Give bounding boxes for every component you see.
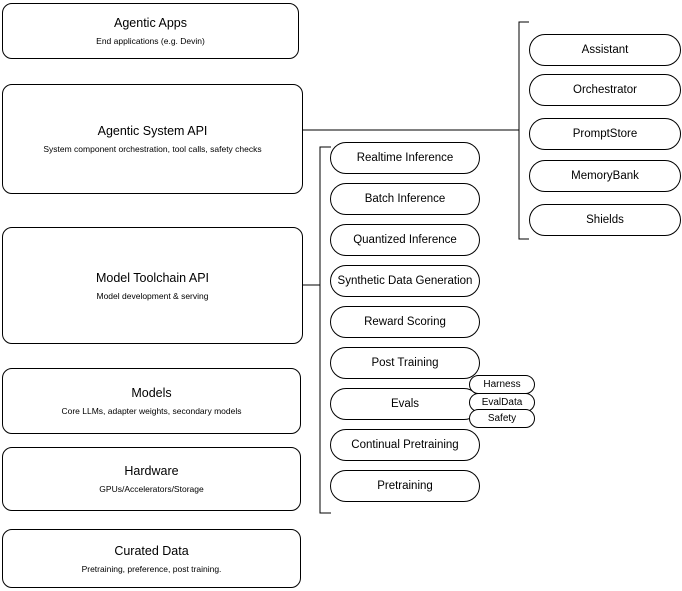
stack-layer-hardware[interactable] [2, 447, 301, 511]
component-label: Pretraining [377, 480, 433, 492]
stack-layer-subtitle: Pretraining, preference, post training. [81, 563, 222, 574]
component-label: Quantized Inference [353, 234, 457, 246]
stack-layer-subtitle: Core LLMs, adapter weights, secondary models [61, 406, 242, 416]
stack-layer-model-toolchain-api[interactable] [2, 227, 303, 344]
stack-layer-subtitle: End applications (e.g. Devin) [96, 36, 205, 46]
component-safety[interactable] [469, 409, 535, 428]
stack-layer-title: Hardware [124, 464, 179, 478]
stack-layer-title: Models [131, 386, 172, 400]
component-promptstore[interactable] [529, 118, 681, 150]
component-quantized-inference[interactable] [330, 224, 480, 256]
component-evals[interactable] [330, 388, 480, 420]
component-label: Reward Scoring [364, 316, 446, 328]
stack-layer-models[interactable] [2, 368, 301, 434]
component-label: Orchestrator [573, 84, 637, 96]
component-pretraining[interactable] [330, 470, 480, 502]
stack-layer-title: Agentic Apps [114, 16, 187, 30]
stack-layer-curated-data[interactable] [2, 529, 301, 588]
component-assistant[interactable] [529, 34, 681, 66]
component-label: Shields [586, 214, 624, 226]
component-label: Continual Pretraining [351, 439, 459, 451]
component-reward-scoring[interactable] [330, 306, 480, 338]
component-label: Safety [487, 413, 517, 424]
component-continual-pretraining[interactable] [330, 429, 480, 461]
component-synthetic-data-generation[interactable] [330, 265, 480, 297]
component-shields[interactable] [529, 204, 681, 236]
stack-layer-subtitle: System component orchestration, tool calls, safety checks [43, 144, 262, 154]
stack-layer-subtitle: Model development & serving [96, 290, 209, 301]
stack-layer-agentic-apps[interactable] [2, 3, 299, 59]
component-label: EvalData [481, 397, 523, 408]
component-label: Post Training [371, 357, 439, 369]
stack-layer-subtitle: GPUs/Accelerators/Storage [99, 484, 204, 494]
component-label: Harness [483, 379, 521, 390]
component-label: MemoryBank [571, 170, 639, 182]
component-label: Evals [390, 398, 420, 410]
stack-layer-title: Agentic System API [97, 124, 208, 138]
stack-layer-title: Model Toolchain API [95, 270, 210, 285]
stack-layer-agentic-system-api[interactable] [2, 84, 303, 194]
component-memorybank[interactable] [529, 160, 681, 192]
component-label: PromptStore [572, 128, 638, 140]
component-orchestrator[interactable] [529, 74, 681, 106]
component-label: Assistant [581, 44, 629, 56]
component-label: Batch Inference [364, 193, 446, 205]
component-realtime-inference[interactable] [330, 142, 480, 174]
component-label: Synthetic Data Generation [337, 275, 473, 287]
component-batch-inference[interactable] [330, 183, 480, 215]
stack-layer-title: Curated Data [114, 543, 189, 558]
component-harness[interactable] [469, 375, 535, 394]
component-label: Realtime Inference [356, 152, 454, 164]
component-post-training[interactable] [330, 347, 480, 379]
